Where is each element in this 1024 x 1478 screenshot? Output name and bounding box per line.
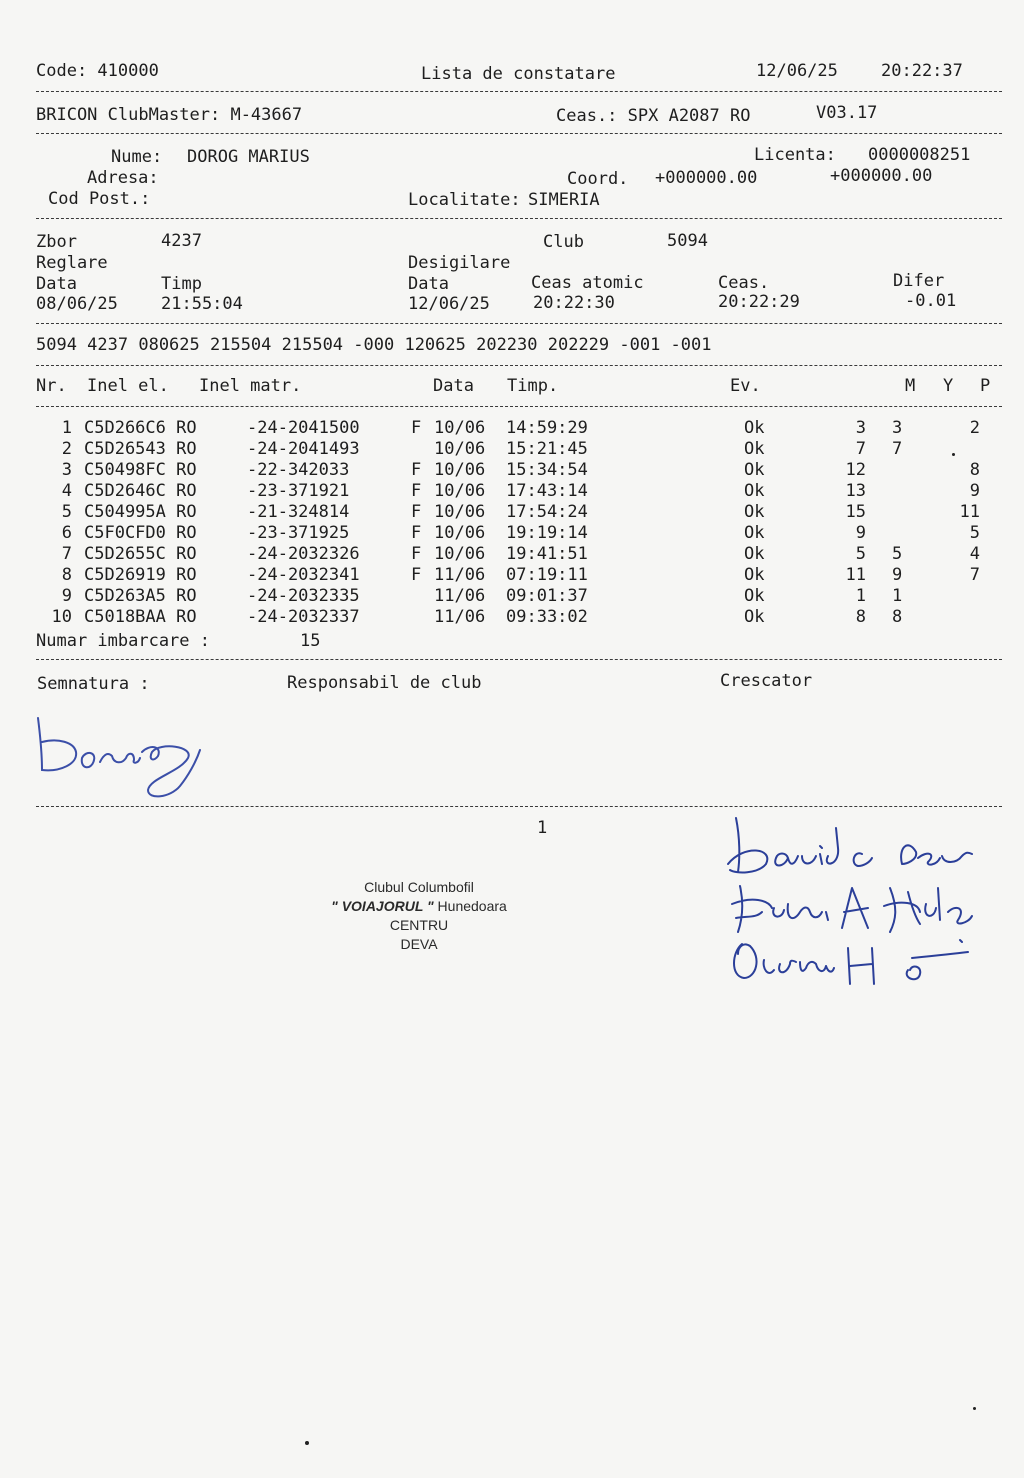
stamp-club-name: " VOIAJORUL " [331, 898, 434, 914]
cell-nr: 6 [61, 523, 72, 543]
ink-speck [952, 453, 955, 456]
club-stamp [299, 878, 539, 954]
stamp-line-3: CENTRU [389, 917, 449, 933]
cell-event: Ok [744, 502, 765, 522]
cell-p: 4 [969, 544, 980, 564]
cell-inel-el: C5018BAA RO [84, 607, 197, 627]
table-row [36, 607, 996, 628]
cell-m: 5 [855, 544, 866, 564]
reglare-date-label: Data [36, 274, 77, 294]
cell-p: 5 [969, 523, 980, 543]
cell-time: 15:21:45 [506, 439, 588, 459]
cell-y: 3 [892, 418, 903, 438]
cell-event: Ok [744, 481, 765, 501]
cell-date: 11/06 [434, 565, 486, 585]
cell-inel-matr: -24-2032326 [247, 544, 360, 564]
locality-label: Localitate: [408, 190, 521, 210]
cell-m: 11 [845, 565, 866, 585]
flight-number: 4237 [161, 231, 202, 251]
clubmaster-id: BRICON ClubMaster: M-43667 [36, 105, 303, 125]
cell-inel-matr: -24-2041500 [247, 418, 360, 438]
club-responsible-label: Responsabil de club [287, 673, 482, 693]
cell-flag: F [411, 481, 422, 501]
code-label: Code: 410000 [36, 61, 159, 81]
cell-date: 10/06 [434, 418, 486, 438]
cell-m: 9 [855, 523, 866, 543]
reglare-date: 08/06/25 [36, 294, 118, 314]
cell-inel-matr: -23-371925 [247, 523, 350, 543]
separator [36, 133, 1002, 134]
cell-flag: F [411, 565, 422, 585]
cell-y: 1 [892, 586, 903, 606]
committee-signature-3 [734, 944, 968, 984]
owner-name: DOROG MARIUS [187, 147, 310, 167]
cell-p: 2 [969, 418, 980, 438]
cell-flag: F [411, 523, 422, 543]
cell-inel-matr: -23-371921 [247, 481, 350, 501]
committee-signatures [722, 808, 987, 998]
separator [36, 323, 1002, 324]
cell-p: 8 [969, 460, 980, 480]
cell-time: 19:19:14 [506, 523, 588, 543]
desigilare-date-label: Data [408, 274, 449, 294]
cell-y: 8 [892, 607, 903, 627]
table-row [36, 544, 996, 565]
name-label: Nume: [111, 147, 163, 167]
cell-inel-el: C5D26543 RO [84, 439, 197, 459]
flight-label: Zbor [36, 232, 77, 252]
cell-time: 14:59:29 [506, 418, 588, 438]
table-row [36, 460, 996, 481]
license-number: 0000008251 [868, 145, 971, 165]
cell-time: 19:41:51 [506, 544, 588, 564]
committee-signature-1 [728, 818, 972, 872]
cell-p: 11 [959, 502, 980, 522]
cell-time: 17:54:24 [506, 502, 588, 522]
breeder-signature [30, 712, 205, 804]
cell-date: 10/06 [434, 481, 486, 501]
cell-m: 8 [855, 607, 866, 627]
table-row [36, 565, 996, 586]
desigilare-label: Desigilare [408, 253, 511, 273]
club-label: Club [543, 232, 584, 252]
cell-inel-el: C5D26919 RO [84, 565, 197, 585]
club-number: 5094 [667, 231, 708, 251]
table-row [36, 418, 996, 439]
cell-nr: 3 [61, 460, 72, 480]
cell-nr: 9 [61, 586, 72, 606]
cell-event: Ok [744, 439, 765, 459]
cell-inel-el: C5F0CFD0 RO [84, 523, 197, 543]
cell-date: 11/06 [434, 586, 486, 606]
col-ev: Ev. [730, 376, 761, 396]
col-y: Y [943, 376, 954, 396]
cell-nr: 1 [61, 418, 72, 438]
committee-signature-2 [732, 886, 972, 942]
encoded-summary-line: 5094 4237 080625 215504 215504 -000 120625 202230 202229 -001 -001 [36, 335, 712, 355]
print-date: 12/06/25 [756, 61, 838, 81]
cell-p: 7 [969, 565, 980, 585]
separator [36, 806, 1002, 807]
cell-event: Ok [744, 565, 765, 585]
cell-nr: 5 [61, 502, 72, 522]
separator [36, 218, 1002, 219]
time-difference: -0.01 [905, 291, 957, 311]
boarding-label: Numar imbarcare : [36, 631, 210, 651]
cell-time: 15:34:54 [506, 460, 588, 480]
table-row [36, 439, 996, 460]
cell-date: 10/06 [434, 439, 486, 459]
col-nr: Nr. [36, 376, 67, 396]
locality-value: SIMERIA [528, 190, 600, 210]
cell-event: Ok [744, 460, 765, 480]
cell-m: 3 [855, 418, 866, 438]
cell-time: 17:43:14 [506, 481, 588, 501]
cell-inel-matr: -24-2041493 [247, 439, 360, 459]
license-label: Licenta: [754, 145, 836, 165]
cell-y: 5 [892, 544, 903, 564]
coord-label: Coord. [567, 169, 629, 189]
cell-inel-matr: -24-2032335 [247, 586, 360, 606]
boarding-count: 15 [300, 631, 321, 651]
cell-nr: 2 [61, 439, 72, 459]
table-row [36, 523, 996, 544]
cell-nr: 7 [61, 544, 72, 564]
cell-time: 09:01:37 [506, 586, 588, 606]
cell-y: 7 [892, 439, 903, 459]
cell-inel-el: C50498FC RO [84, 460, 197, 480]
breeder-label: Crescator [720, 671, 813, 691]
stamp-line-1: Clubul Columbofil [364, 879, 474, 895]
stamp-line-4: DEVA [400, 936, 438, 952]
cell-nr: 10 [51, 607, 72, 627]
cell-flag: F [411, 544, 422, 564]
print-time: 20:22:37 [881, 61, 963, 81]
cell-date: 10/06 [434, 544, 486, 564]
col-p: P [980, 376, 991, 396]
separator [36, 406, 1002, 407]
cell-m: 1 [855, 586, 866, 606]
table-header [36, 376, 996, 397]
address-label: Adresa: [87, 168, 159, 188]
cell-flag: F [411, 502, 422, 522]
reglare-label: Reglare [36, 253, 108, 273]
cell-inel-el: C5D263A5 RO [84, 586, 197, 606]
col-data: Data [433, 376, 474, 396]
cell-m: 15 [845, 502, 866, 522]
cell-y: 9 [892, 565, 903, 585]
clock-time: 20:22:29 [718, 292, 800, 312]
cell-event: Ok [744, 607, 765, 627]
difference-label: Difer [893, 271, 945, 291]
cell-date: 11/06 [434, 607, 486, 627]
cell-m: 13 [845, 481, 866, 501]
table-row [36, 502, 996, 523]
reglare-time-label: Timp [161, 274, 202, 294]
cell-event: Ok [744, 523, 765, 543]
cell-inel-matr: -24-2032337 [247, 607, 360, 627]
firmware-version: V03.17 [816, 103, 878, 123]
separator [36, 659, 1002, 660]
cell-flag: F [411, 460, 422, 480]
signature-label: Semnatura : [37, 674, 150, 694]
cell-time: 07:19:11 [506, 565, 588, 585]
cell-flag: F [411, 418, 422, 438]
cell-p: 9 [969, 481, 980, 501]
cell-event: Ok [744, 418, 765, 438]
cell-nr: 8 [61, 565, 72, 585]
cell-m: 12 [845, 460, 866, 480]
stamp-line-2 [299, 897, 539, 916]
cell-inel-el: C5D2646C RO [84, 481, 197, 501]
cell-nr: 4 [61, 481, 72, 501]
page-number: 1 [537, 818, 548, 838]
col-m: M [905, 376, 916, 396]
cell-inel-matr: -24-2032341 [247, 565, 360, 585]
cell-event: Ok [744, 586, 765, 606]
cell-m: 7 [855, 439, 866, 459]
col-inel-el: Inel el. [87, 376, 169, 396]
clock-id: Ceas.: SPX A2087 RO [556, 106, 751, 126]
document-title: Lista de constatare [421, 64, 616, 84]
cell-inel-matr: -21-324814 [247, 502, 350, 522]
postal-code-label: Cod Post.: [48, 189, 151, 209]
table-row [36, 586, 996, 607]
atomic-clock-label: Ceas atomic [531, 273, 644, 293]
clock-label: Ceas. [718, 273, 770, 293]
atomic-time: 20:22:30 [533, 293, 615, 313]
ink-speck [973, 1407, 976, 1410]
reglare-time: 21:55:04 [161, 294, 243, 314]
cell-date: 10/06 [434, 523, 486, 543]
col-timp: Timp. [507, 376, 559, 396]
ink-speck [305, 1441, 309, 1445]
cell-inel-el: C5D2655C RO [84, 544, 197, 564]
cell-date: 10/06 [434, 502, 486, 522]
stamp-city: Hunedoara [437, 898, 507, 914]
separator [36, 91, 1002, 92]
desigilare-date: 12/06/25 [408, 294, 490, 314]
coord-value-2: +000000.00 [830, 166, 933, 186]
table-row [36, 481, 996, 502]
separator [36, 365, 1002, 366]
cell-time: 09:33:02 [506, 607, 588, 627]
coord-value-1: +000000.00 [655, 168, 758, 188]
cell-inel-el: C504995A RO [84, 502, 197, 522]
cell-inel-el: C5D266C6 RO [84, 418, 197, 438]
col-inel-matr: Inel matr. [199, 376, 302, 396]
cell-date: 10/06 [434, 460, 486, 480]
cell-inel-matr: -22-342033 [247, 460, 350, 480]
cell-event: Ok [744, 544, 765, 564]
